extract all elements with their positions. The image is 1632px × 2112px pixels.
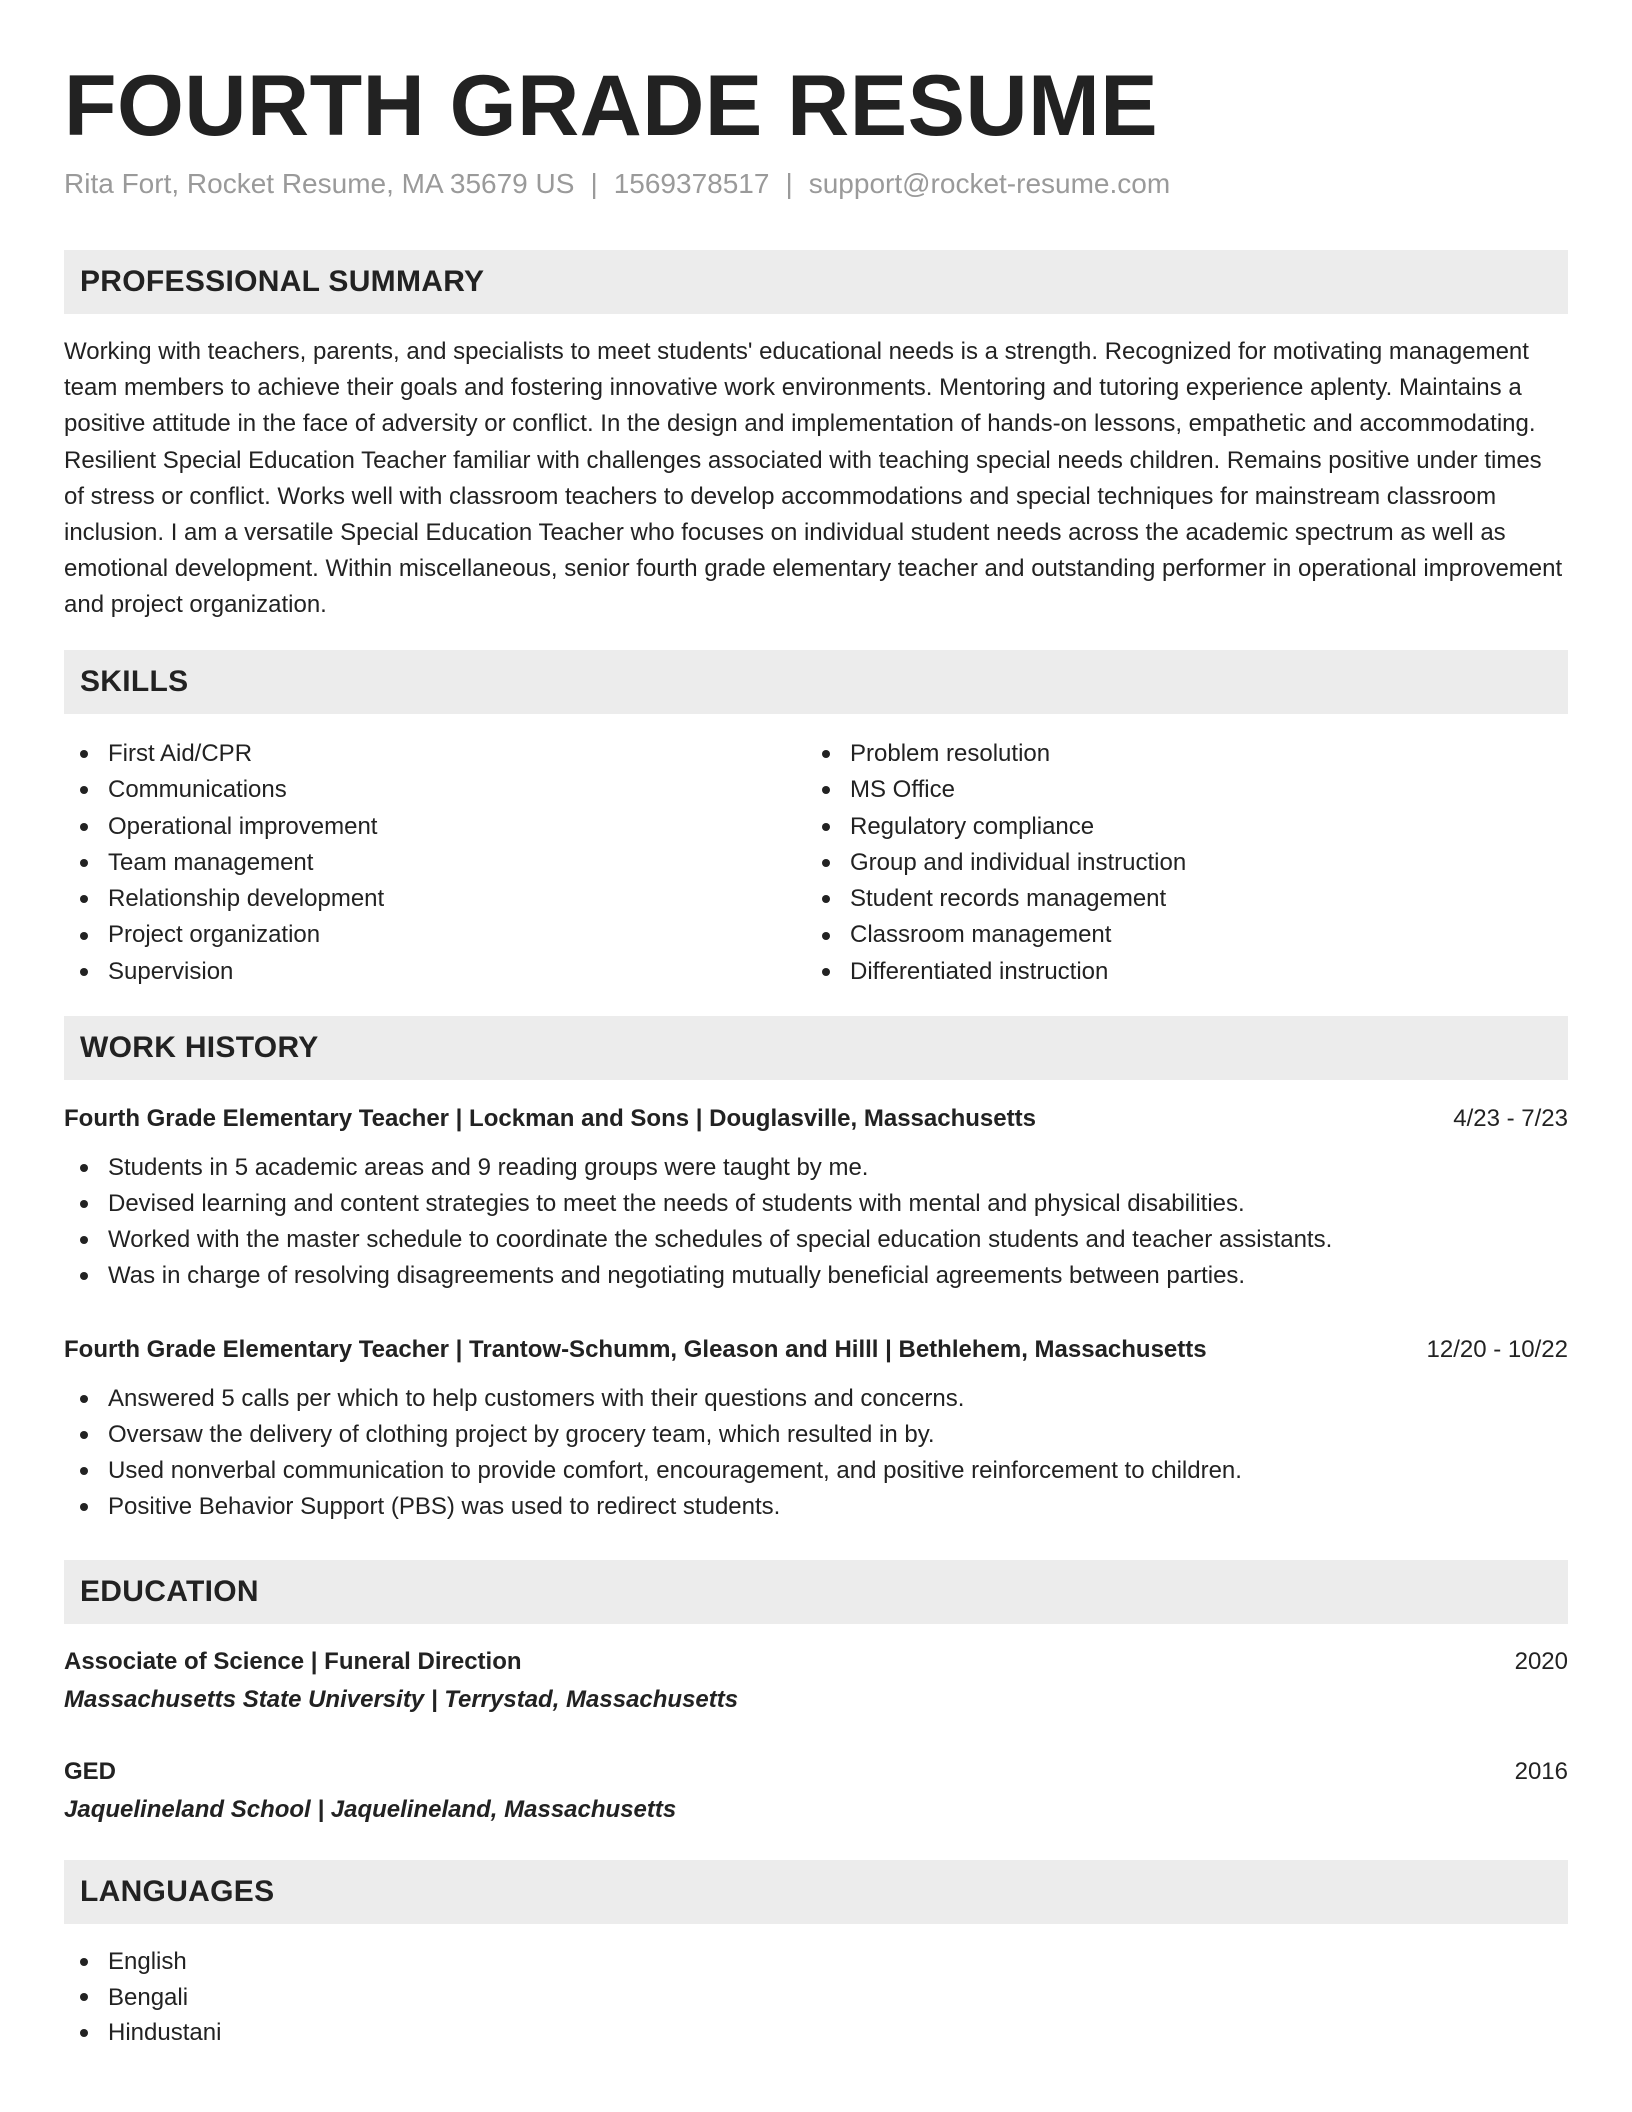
- skill-item: Team management: [64, 845, 384, 881]
- contact-separator: |: [785, 168, 793, 199]
- skills-list-right: [806, 736, 1186, 990]
- job-bullet: Positive Behavior Support (PBS) was used to redirect students.: [64, 1489, 1242, 1525]
- language-item: English: [64, 1944, 221, 1980]
- skill-item: Project organization: [64, 917, 384, 953]
- job-bullet: Answered 5 calls per which to help customers with their questions and concerns.: [64, 1381, 1242, 1417]
- skill-item: Communications: [64, 772, 384, 808]
- contact-email: support@rocket-resume.com: [808, 168, 1171, 199]
- section-title: SKILLS: [80, 665, 189, 698]
- language-item: Hindustani: [64, 2015, 221, 2051]
- job-dates: 12/20 - 10/22: [1426, 1336, 1568, 1363]
- job-bullet: Was in charge of resolving disagreements and negotiating mutually beneficial agreements between parties.: [64, 1258, 1332, 1294]
- section-title: LANGUAGES: [80, 1875, 275, 1908]
- section-header-languages: [64, 1860, 1568, 1924]
- job-dates: 4/23 - 7/23: [1453, 1105, 1568, 1132]
- education-year: 2016: [1514, 1758, 1568, 1785]
- skill-item: First Aid/CPR: [64, 736, 384, 772]
- contact-address: Rita Fort, Rocket Resume, MA 35679 US: [64, 168, 575, 199]
- section-header-skills: [64, 650, 1568, 714]
- languages-list: [64, 1944, 221, 2051]
- job-bullet: Oversaw the delivery of clothing project by grocery team, which resulted in by.: [64, 1417, 1242, 1453]
- education-degree: Associate of Science | Funeral Direction: [64, 1648, 522, 1675]
- education-school: Massachusetts State University | Terrystad, Massachusetts: [64, 1686, 739, 1713]
- skill-item: Student records management: [806, 881, 1186, 917]
- skill-item: Relationship development: [64, 881, 384, 917]
- skill-item: Supervision: [64, 954, 384, 990]
- skill-item: Operational improvement: [64, 809, 384, 845]
- education-school: Jaquelineland School | Jaquelineland, Massachusetts: [64, 1796, 677, 1823]
- skill-item: Group and individual instruction: [806, 845, 1186, 881]
- section-title: PROFESSIONAL SUMMARY: [80, 265, 485, 298]
- education-year: 2020: [1514, 1648, 1568, 1675]
- summary-text: Working with teachers, parents, and specialists to meet students' educational needs is a strength. Recognized for motivating management team members to achieve their goals and fostering innovative work environments. Mentoring and tutoring experience aplenty. Maintains a positive attitude in the face of adversity or conflict. In the design and implementation of hands-on lessons, empathetic and accommodating. Resilient Special Education Teacher familiar with challenges associated with teaching special needs children. Remains positive under times of stress or conflict. Works well with classroom teachers to develop accommodations and special techniques for mainstream classroom inclusion. I am a versatile Special Education Teacher who focuses on individual student needs across the academic spectrum as well as emotional development. Within miscellaneous, senior fourth grade elementary teacher and outstanding performer in operational improvement and project organization.: [64, 338, 1563, 619]
- section-header-education: [64, 1560, 1568, 1624]
- skill-item: MS Office: [806, 772, 1186, 808]
- job-bullets: [64, 1381, 1242, 1525]
- job-bullet: Devised learning and content strategies to meet the needs of students with mental and physical disabilities.: [64, 1186, 1332, 1222]
- skills-list-left: [64, 736, 384, 990]
- skill-item: Problem resolution: [806, 736, 1186, 772]
- section-title: EDUCATION: [80, 1575, 259, 1608]
- job-bullet: Students in 5 academic areas and 9 reading groups were taught by me.: [64, 1150, 1332, 1186]
- job-bullet: Used nonverbal communication to provide comfort, encouragement, and positive reinforcement to children.: [64, 1453, 1242, 1489]
- skill-item: Regulatory compliance: [806, 809, 1186, 845]
- job-title: Fourth Grade Elementary Teacher | Trantow-Schumm, Gleason and Hilll | Bethlehem, Massachusetts: [64, 1336, 1207, 1363]
- contact-phone: 1569378517: [613, 168, 770, 199]
- resume-title: FOURTH GRADE RESUME: [64, 58, 1159, 154]
- section-title: WORK HISTORY: [80, 1031, 319, 1064]
- section-header-work: [64, 1016, 1568, 1080]
- job-bullets: [64, 1150, 1332, 1294]
- section-header-summary: [64, 250, 1568, 314]
- contact-line: [64, 166, 1170, 202]
- skill-item: Classroom management: [806, 917, 1186, 953]
- education-degree: GED: [64, 1758, 117, 1785]
- skill-item: Differentiated instruction: [806, 954, 1186, 990]
- language-item: Bengali: [64, 1980, 221, 2016]
- contact-separator: |: [590, 168, 598, 199]
- job-title: Fourth Grade Elementary Teacher | Lockman and Sons | Douglasville, Massachusetts: [64, 1105, 1036, 1132]
- job-bullet: Worked with the master schedule to coordinate the schedules of special education students and teacher assistants.: [64, 1222, 1332, 1258]
